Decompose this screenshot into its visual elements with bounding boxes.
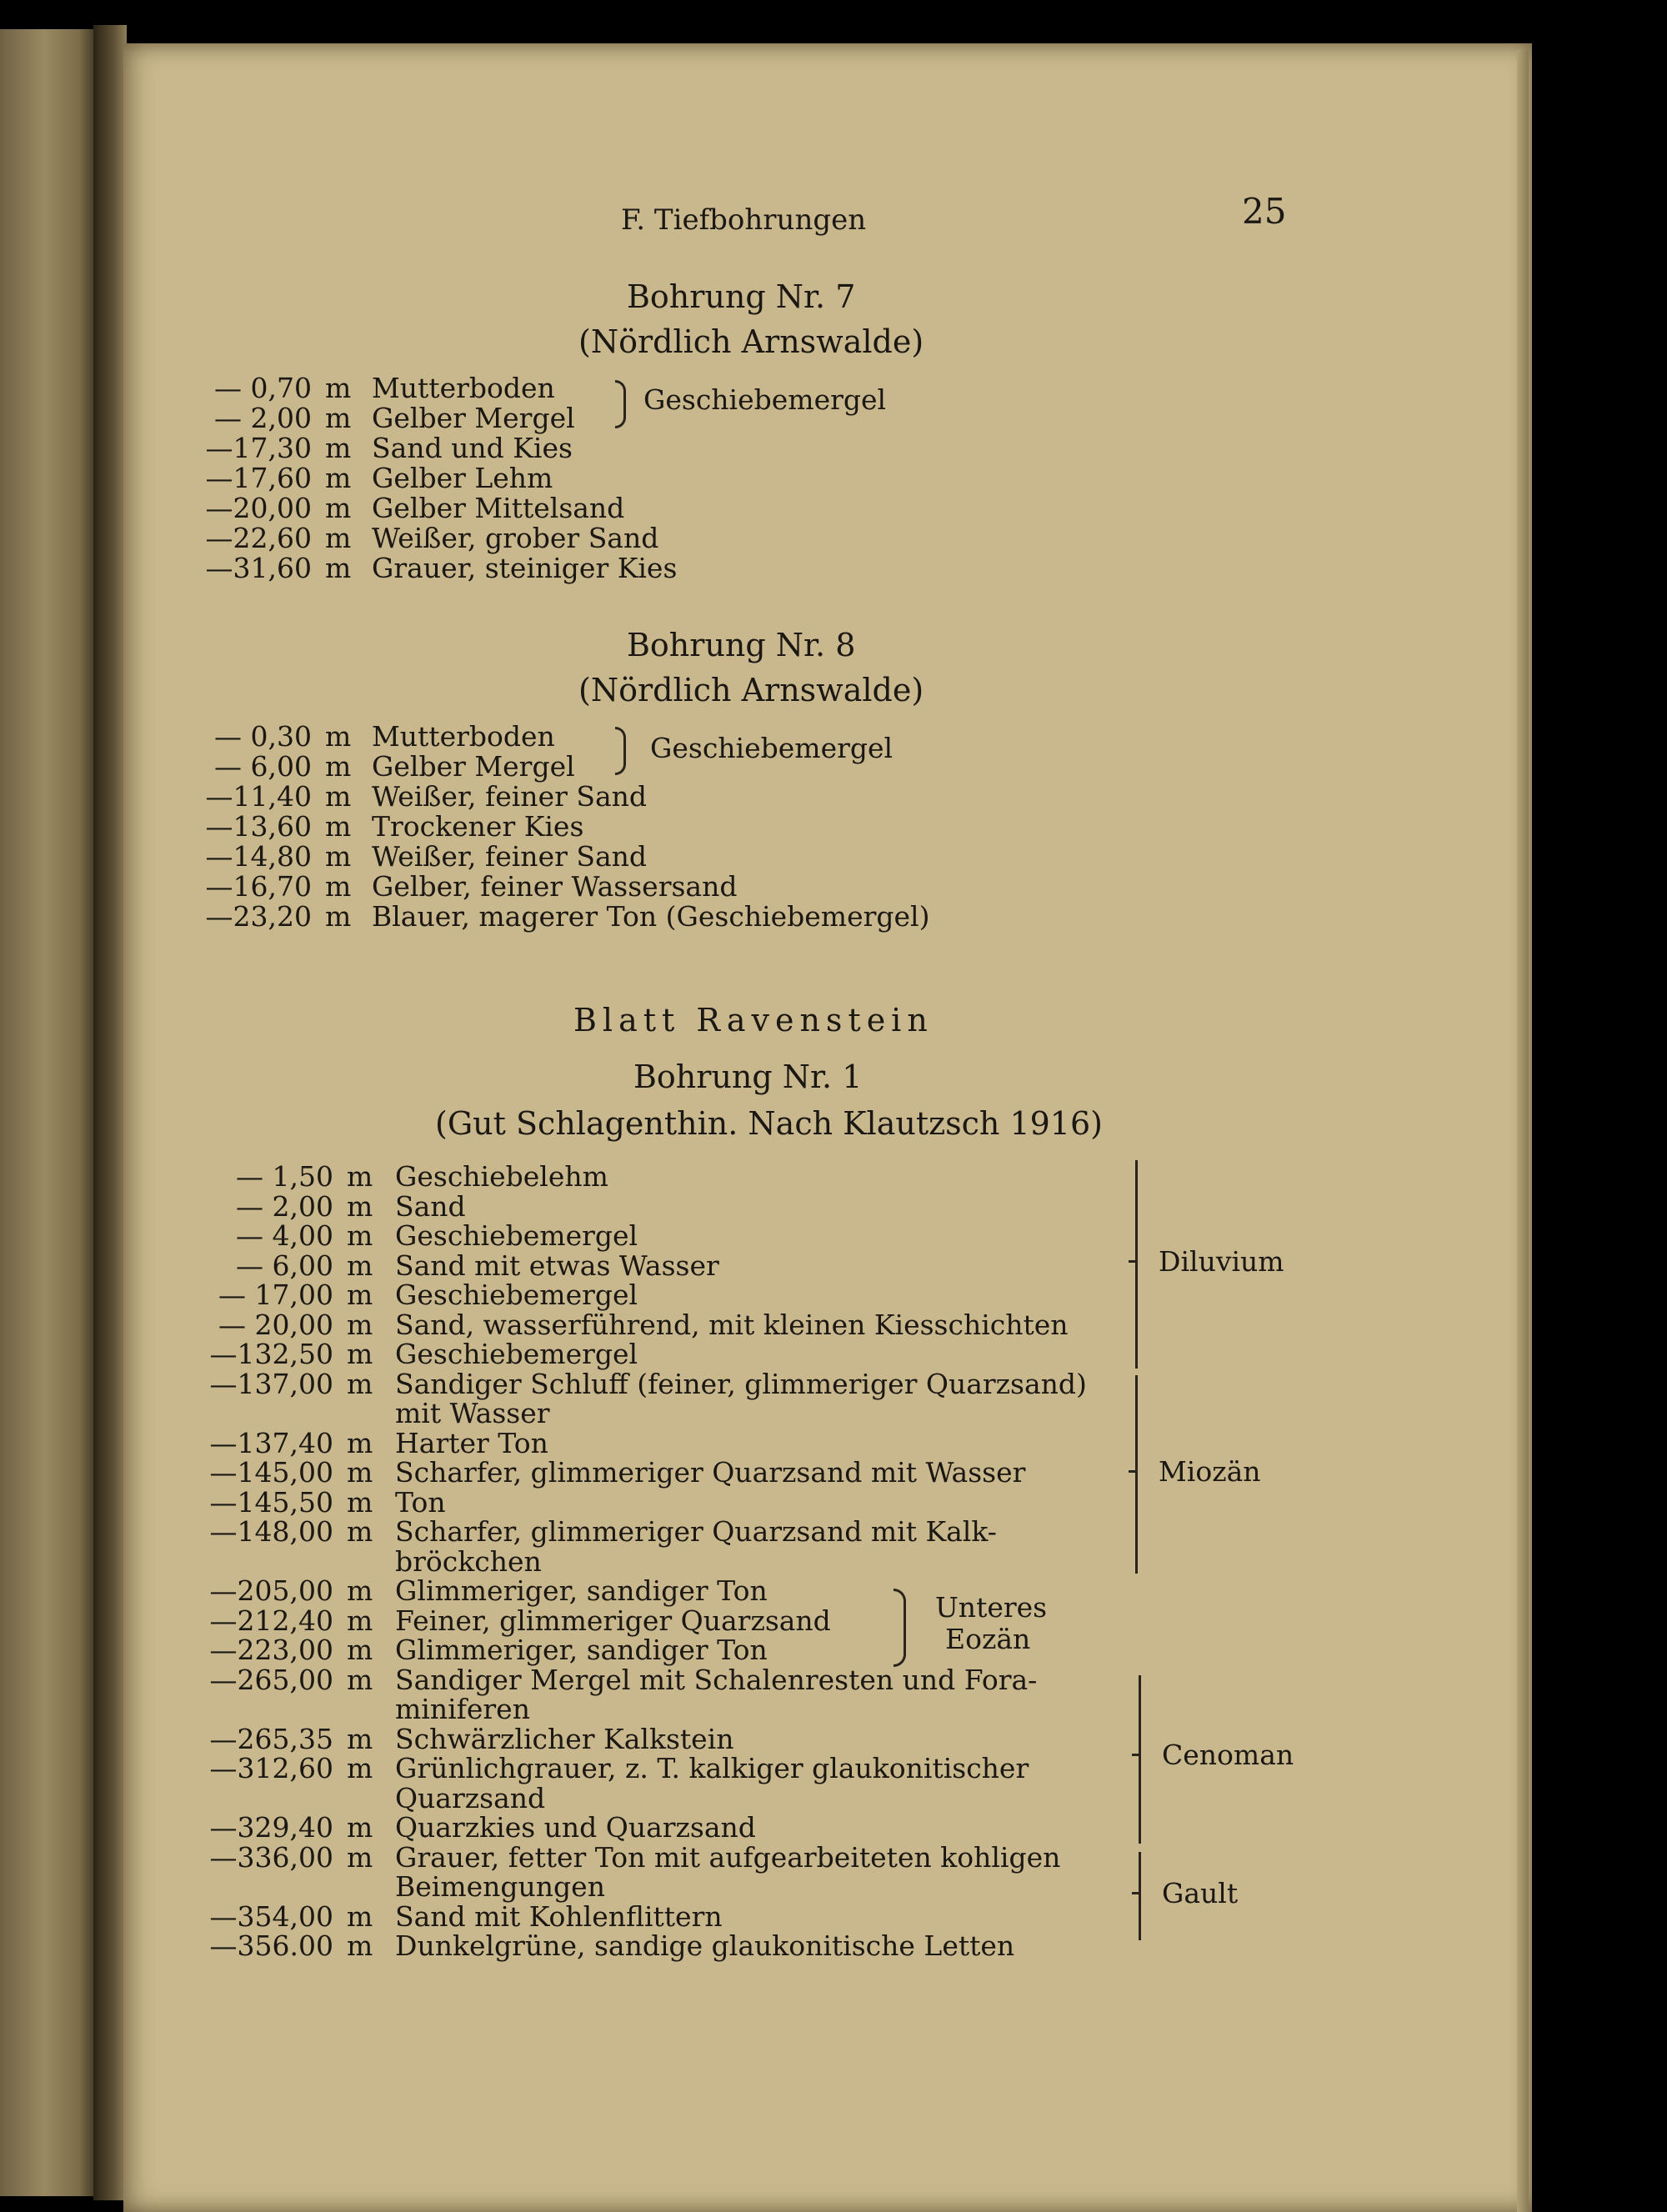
row-depth: —16,70: [205, 870, 312, 903]
page-edge: [1517, 50, 1529, 2212]
row-description: Trockener Kies: [372, 810, 584, 843]
section3-title: Bohrung Nr. 1: [633, 1058, 863, 1095]
row-unit: m: [347, 1426, 373, 1459]
row-unit: m: [347, 1929, 373, 1962]
bracket-miozaen-tip: [1129, 1470, 1137, 1473]
stratum-diluvium: Diluvium: [1159, 1245, 1284, 1278]
row-depth: — 2,00: [214, 402, 312, 434]
row-description: Quarzkies und Quarzsand: [395, 1811, 756, 1844]
row-depth: —22,60: [205, 522, 312, 554]
row-depth: —13,60: [205, 810, 312, 843]
row-depth: —205,00: [209, 1574, 333, 1607]
row-description: Feiner, glimmeriger Quarzsand: [395, 1604, 831, 1637]
row-description: Schwärzlicher Kalkstein: [395, 1722, 734, 1755]
row-unit: m: [325, 432, 352, 464]
row-unit: m: [325, 870, 352, 903]
row-unit: m: [325, 372, 352, 404]
page-number: 25: [1242, 191, 1287, 232]
row-unit: m: [325, 522, 352, 554]
row-description: Gelber Mittelsand: [372, 492, 625, 524]
row-description: Harter Ton: [395, 1426, 548, 1459]
row-depth: —354,00: [209, 1899, 333, 1933]
row-unit: m: [347, 1634, 373, 1666]
row-depth: —223,00: [209, 1634, 333, 1666]
row-depth: —336,00: [209, 1840, 333, 1874]
row-unit: m: [347, 1840, 373, 1874]
row-unit: m: [325, 552, 352, 584]
brace-section1: [615, 380, 626, 428]
row-depth: — 4,00: [236, 1219, 333, 1252]
stratum-gault: Gault: [1162, 1877, 1239, 1909]
row-description: Beimengungen: [395, 1870, 605, 1903]
bracket-cenoman: [1139, 1675, 1141, 1844]
row-description: Gelber Mergel: [372, 402, 575, 434]
row-description: Sand mit etwas Wasser: [395, 1249, 719, 1282]
row-description: Mutterboden: [372, 720, 555, 753]
section1-brace-label: Geschiebemergel: [643, 383, 887, 416]
brace-section2: [615, 727, 626, 775]
row-depth: — 2,00: [236, 1189, 333, 1223]
section3-subtitle: (Gut Schlagenthin. Nach Klautzsch 1916): [435, 1105, 1103, 1142]
row-description: Geschiebemergel: [395, 1219, 638, 1252]
row-depth: —329,40: [209, 1811, 333, 1844]
stratum-cenoman: Cenoman: [1162, 1739, 1294, 1771]
row-description: Geschiebelehm: [395, 1160, 608, 1193]
row-unit: m: [325, 840, 352, 873]
row-description: Geschiebemergel: [395, 1338, 638, 1370]
brace-unteres-eozaen: [894, 1589, 906, 1667]
row-depth: —265,35: [209, 1722, 333, 1755]
section2-title: Bohrung Nr. 8: [627, 627, 856, 663]
row-description: Mutterboden: [372, 372, 555, 404]
row-description: Quarzsand: [395, 1781, 546, 1814]
row-unit: m: [347, 1308, 373, 1341]
row-description: Sandiger Mergel mit Schalenresten und Fora-: [395, 1663, 1038, 1696]
row-unit: m: [325, 402, 352, 434]
running-title: F. Tiefbohrungen: [621, 203, 867, 237]
row-description: Geschiebemergel: [395, 1279, 638, 1311]
book-gutter: [93, 25, 127, 2200]
bracket-diluvium-tip: [1129, 1260, 1137, 1263]
left-page-edge: [0, 29, 98, 2196]
row-depth: —137,40: [209, 1426, 333, 1459]
row-unit: m: [347, 1485, 373, 1519]
row-unit: m: [325, 720, 352, 753]
row-depth: — 6,00: [214, 750, 312, 783]
row-description: Gelber Lehm: [372, 462, 553, 494]
row-description: Ton: [395, 1485, 446, 1519]
row-depth: —23,20: [205, 900, 312, 933]
stratum-eozaen: Eozän: [945, 1623, 1031, 1655]
row-depth: — 0,30: [214, 720, 312, 753]
row-description: Blauer, magerer Ton (Geschiebemergel): [372, 900, 930, 933]
row-depth: — 1,50: [236, 1160, 333, 1193]
stratum-unteres: Unteres: [935, 1591, 1048, 1624]
section1-subtitle: (Nördlich Arnswalde): [578, 323, 924, 360]
row-unit: m: [347, 1279, 373, 1311]
row-unit: m: [347, 1604, 373, 1637]
row-description: Glimmeriger, sandiger Ton: [395, 1574, 768, 1607]
row-depth: —14,80: [205, 840, 312, 873]
row-description: Weißer, grober Sand: [372, 522, 659, 554]
row-description: Gelber, feiner Wassersand: [372, 870, 738, 903]
row-depth: — 17,00: [218, 1279, 333, 1311]
row-description: Glimmeriger, sandiger Ton: [395, 1634, 768, 1666]
row-description: Scharfer, glimmeriger Quarzsand mit Kalk-: [395, 1515, 997, 1548]
row-unit: m: [347, 1338, 373, 1370]
row-description: Sand mit Kohlenflittern: [395, 1899, 723, 1933]
row-description: Sandiger Schluff (feiner, glimmeriger Quarzsand): [395, 1367, 1087, 1400]
row-unit: m: [325, 492, 352, 524]
row-description: miniferen: [395, 1693, 530, 1725]
row-unit: m: [347, 1752, 373, 1784]
row-description: Grauer, steiniger Kies: [372, 552, 678, 584]
row-depth: —132,50: [209, 1338, 333, 1370]
bracket-miozaen: [1135, 1375, 1138, 1574]
row-unit: m: [347, 1456, 373, 1489]
row-description: Weißer, feiner Sand: [372, 780, 648, 813]
row-description: Weißer, feiner Sand: [372, 840, 648, 873]
row-depth: —145,00: [209, 1456, 333, 1489]
row-depth: —17,60: [205, 462, 312, 494]
row-unit: m: [325, 780, 352, 813]
row-depth: —265,00: [209, 1663, 333, 1696]
row-description: Grünlichgrauer, z. T. kalkiger glaukonitischer: [395, 1752, 1029, 1784]
row-unit: m: [325, 750, 352, 783]
row-unit: m: [325, 810, 352, 843]
row-depth: — 20,00: [218, 1308, 333, 1341]
row-depth: —356.00: [209, 1929, 333, 1962]
row-depth: —148,00: [209, 1515, 333, 1548]
row-description: Gelber Mergel: [372, 750, 575, 783]
row-depth: — 6,00: [236, 1249, 333, 1282]
row-unit: m: [347, 1899, 373, 1933]
row-unit: m: [347, 1515, 373, 1548]
section2-brace-label: Geschiebemergel: [650, 732, 894, 764]
row-description: Dunkelgrüne, sandige glaukonitische Letten: [395, 1929, 1015, 1962]
row-depth: —212,40: [209, 1604, 333, 1637]
row-description: Grauer, fetter Ton mit aufgearbeiteten kohligen: [395, 1840, 1061, 1874]
row-unit: m: [347, 1160, 373, 1193]
row-unit: m: [347, 1722, 373, 1755]
section2-subtitle: (Nördlich Arnswalde): [578, 672, 924, 708]
row-depth: — 0,70: [214, 372, 312, 404]
row-depth: —11,40: [205, 780, 312, 813]
row-unit: m: [347, 1663, 373, 1696]
row-description: Sand: [395, 1189, 466, 1223]
row-depth: —137,00: [209, 1367, 333, 1400]
row-depth: —17,30: [205, 432, 312, 464]
row-description: Sand und Kies: [372, 432, 573, 464]
row-unit: m: [347, 1811, 373, 1844]
bracket-gault-tip: [1132, 1892, 1140, 1894]
row-unit: m: [347, 1249, 373, 1282]
row-description: bröckchen: [395, 1544, 542, 1578]
row-unit: m: [347, 1574, 373, 1607]
bracket-diluvium: [1135, 1160, 1138, 1369]
row-description: Scharfer, glimmeriger Quarzsand mit Wasser: [395, 1456, 1026, 1489]
row-depth: —20,00: [205, 492, 312, 524]
row-unit: m: [325, 462, 352, 494]
row-unit: m: [347, 1189, 373, 1223]
bracket-gault: [1139, 1852, 1141, 1940]
row-description: mit Wasser: [395, 1397, 550, 1429]
row-description: Sand, wasserführend, mit kleinen Kiesschichten: [395, 1308, 1069, 1341]
row-unit: m: [325, 900, 352, 933]
row-unit: m: [347, 1367, 373, 1400]
row-unit: m: [347, 1219, 373, 1252]
section1-title: Bohrung Nr. 7: [627, 278, 856, 315]
stratum-miozaen: Miozän: [1159, 1455, 1261, 1488]
row-depth: —145,50: [209, 1485, 333, 1519]
bracket-cenoman-tip: [1132, 1754, 1140, 1756]
sheet-title: Blatt Ravenstein: [573, 1002, 934, 1038]
row-depth: —312,60: [209, 1752, 333, 1784]
row-depth: —31,60: [205, 552, 312, 584]
